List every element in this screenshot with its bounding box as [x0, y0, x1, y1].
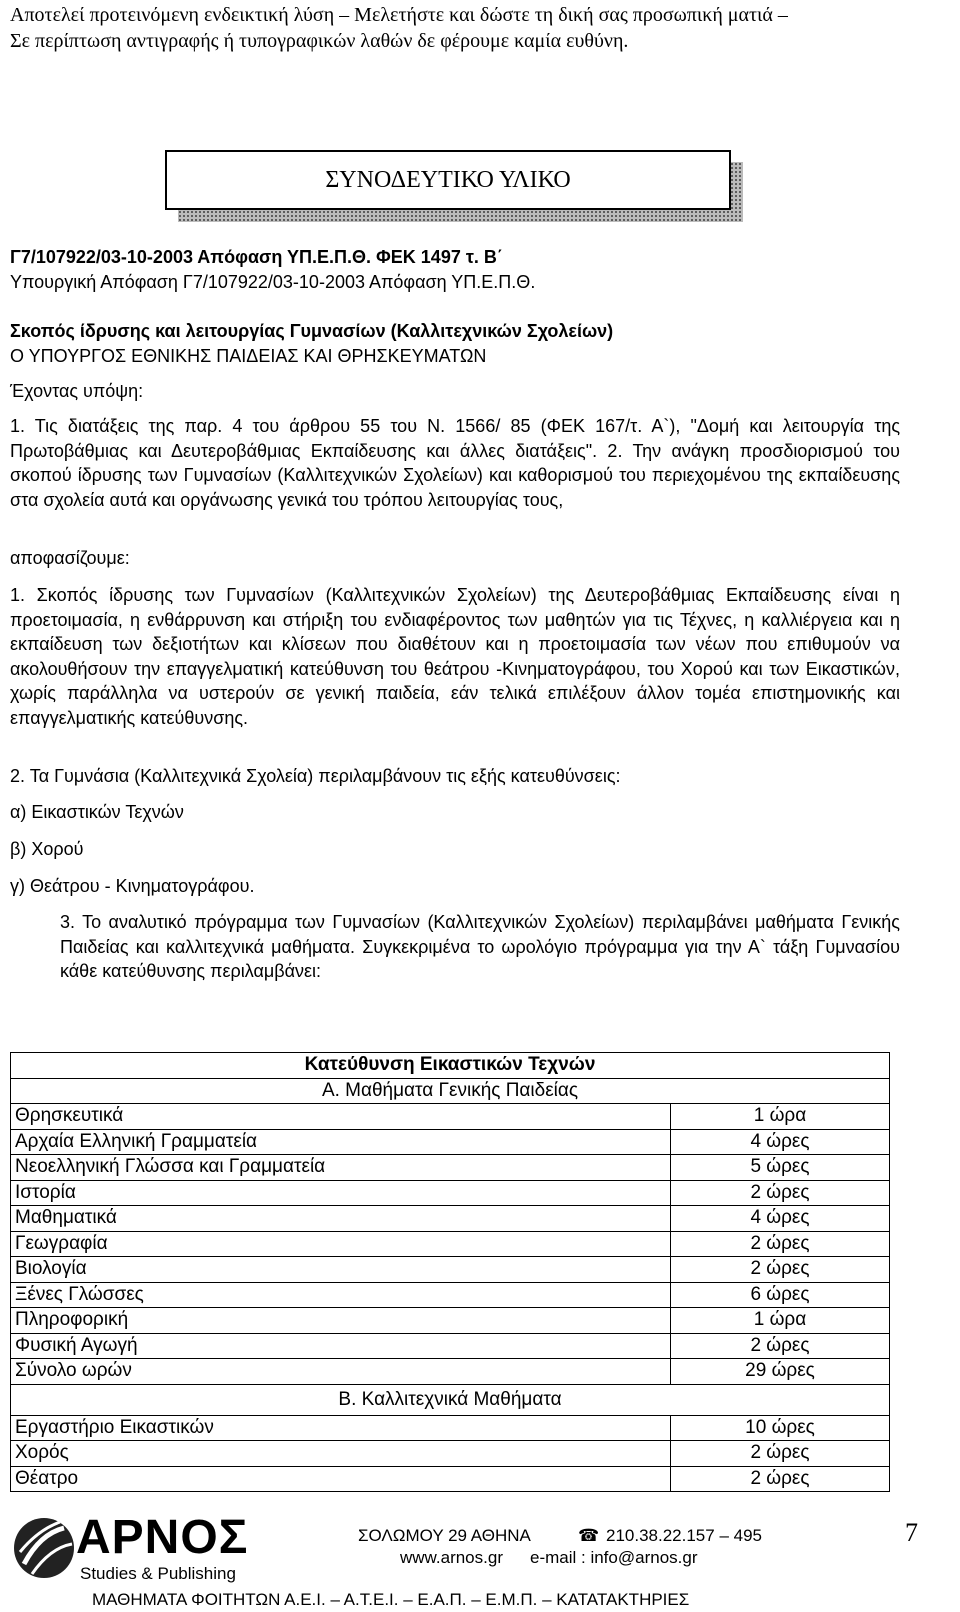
email[interactable]: e-mail : info@arnos.gr [530, 1548, 698, 1567]
hours-cell: 1 ώρα [671, 1308, 890, 1334]
table-row [11, 1206, 890, 1232]
disclaimer-line-2: Σε περίπτωση αντιγραφής ή τυπογραφικών λαθών δε φέρουμε καμία ευθύνη. [10, 30, 629, 52]
title-box [165, 150, 731, 210]
hours-cell: 6 ώρες [671, 1282, 890, 1308]
direction-item: α) Εικαστικών Τεχνών [10, 802, 184, 822]
table-row [11, 1257, 890, 1283]
table-row [11, 1333, 890, 1359]
hours-cell: 2 ώρες [671, 1333, 890, 1359]
subject-cell: Ξένες Γλώσσες [11, 1282, 671, 1308]
section-b-heading: Β. Καλλιτεχνικά Μαθήματα [11, 1384, 890, 1415]
subject-cell: Θρησκευτικά [11, 1104, 671, 1130]
section-a-row [11, 1078, 890, 1104]
subject-cell: Αρχαία Ελληνική Γραμματεία [11, 1129, 671, 1155]
table-row [11, 1441, 890, 1467]
logo-subtitle: Studies & Publishing [80, 1564, 236, 1583]
table-row [11, 1231, 890, 1257]
subject-cell: Θέατρο [11, 1466, 671, 1492]
footer-tagline: ΜΑΘΗΜΑΤΑ ΦΟΙΤΗΤΩΝ Α.Ε.Ι. – Α.Τ.Ε.Ι. – Ε.Α.Π. – Ε.Μ.Π. – ΚΑΤΑΤΑΚΤΗΡΙΕΣ [92, 1590, 690, 1609]
section-a-heading: Α. Μαθήματα Γενικής Παιδείας [11, 1078, 890, 1104]
table-row [11, 1180, 890, 1206]
hours-cell: 29 ώρες [671, 1359, 890, 1385]
subject-cell: Γεωγραφία [11, 1231, 671, 1257]
hours-cell: 1 ώρα [671, 1104, 890, 1130]
subject-cell: Νεοελληνική Γλώσσα και Γραμματεία [11, 1155, 671, 1181]
direction-item: β) Χορού [10, 839, 84, 859]
article-1: 1. Σκοπός ίδρυσης των Γυμνασίων (Καλλιτεχνικών Σχολείων) της Δευτεροβάθμιας Εκπαίδευσης είναι η προετοιμασία, η ενθάρρυνση και στήριξη του ενδιαφέροντος των μαθητών για τις Τέχνες, η καλλιέργεια και η εκπαίδευση των δεξιοτήτων και κλίσεων που διαθέτουν και η προετοιμασία των νέων που επιθυμούν να ακολουθήσουν την επαγγελματική κατεύθυνση του θεάτρου -Κινηματογράφου, του Χορού και των Εικαστικών, χωρίς παράλληλα να υστερούν σε γενική παιδεία, εάν τελικά επιλέξουν άλλον τομέα επιστημονικής και επαγγελματικής κατεύθυνσης. [10, 585, 900, 728]
hours-cell: 4 ώρες [671, 1206, 890, 1232]
subject-cell: Χορός [11, 1441, 671, 1467]
table-title-row [11, 1053, 890, 1079]
subject-cell: Βιολογία [11, 1257, 671, 1283]
article-3: 3. Το αναλυτικό πρόγραμμα των Γυμνασίων (Καλλιτεχνικών Σχολείων) περιλαμβάνει μαθήματα Γενικής Παιδείας και καλλιτεχνικά μαθήματα. Συγκεκριμένα το ωρολόγιο πρόγραμμα για την Α` τάξη Γυμνασίου κάθε κατεύθυνσης περιλαμβάνει: [60, 912, 900, 981]
considering-label: Έχοντας υπόψη: [10, 381, 144, 401]
hours-cell: 2 ώρες [671, 1441, 890, 1467]
title-text: ΣΥΝΟΔΕΥΤΙΚΟ ΥΛΙΚΟ [325, 166, 571, 193]
subject-cell: Φυσική Αγωγή [11, 1333, 671, 1359]
address: ΣΟΛΩΜΟΥ 29 ΑΘΗΝΑ [358, 1526, 531, 1545]
considering-text: 1. Τις διατάξεις της παρ. 4 του άρθρου 55 του Ν. 1566/ 85 (ΦΕΚ 167/τ. Α`), "Δομή και λειτουργία της Πρωτοβάθμιας και Δευτεροβάθμιας Εκπαίδευσης και άλλες διατάξεις". 2. Την ανάγκη προσδιορισμού του σκοπού ίδρυσης των Γυμνασίων (Καλλιτεχνικών Σχολείων) και καθορισμού του περιεχομένου της εκπαίδευσης στα σχολεία αυτά και οργάνωσης γενικά του τρόπου λειτουργίας τους, [10, 416, 900, 510]
minister-heading: Ο ΥΠΟΥΡΓΟΣ ΕΘΝΙΚΗΣ ΠΑΙΔΕΙΑΣ ΚΑΙ ΘΡΗΣΚΕΥΜΑΤΩΝ [10, 346, 487, 366]
hours-cell: 2 ώρες [671, 1466, 890, 1492]
subject-cell: Πληροφορική [11, 1308, 671, 1334]
page-number: 7 [905, 1518, 918, 1547]
article-2: 2. Τα Γυμνάσια (Καλλιτεχνικά Σχολεία) περιλαμβάνουν τις εξής κατευθύνσεις: [10, 766, 621, 786]
disclaimer-line-1: Αποτελεί προτεινόμενη ενδεικτική λύση – Μελετήστε και δώστε τη δική σας προσωπική ματιά – [10, 4, 788, 26]
subject-cell: Ιστορία [11, 1180, 671, 1206]
table-row [11, 1104, 890, 1130]
total-row [11, 1359, 890, 1385]
table-row [11, 1129, 890, 1155]
table-row [11, 1415, 890, 1441]
subject-cell: Σύνολο ωρών [11, 1359, 671, 1385]
timetable [10, 1052, 890, 1492]
subject-cell: Μαθηματικά [11, 1206, 671, 1232]
decision-subject: Σκοπός ίδρυσης και λειτουργίας Γυμνασίων (Καλλιτεχνικών Σχολείων) [10, 321, 614, 341]
phone-icon: ☎ [578, 1526, 600, 1545]
hours-cell: 2 ώρες [671, 1231, 890, 1257]
logo-word: ΑΡΝΟΣ [76, 1511, 249, 1564]
table-title: Κατεύθυνση Εικαστικών Τεχνών [11, 1053, 890, 1079]
subject-cell: Εργαστήριο Εικαστικών [11, 1415, 671, 1441]
arnos-logo [10, 1511, 250, 1588]
hours-cell: 10 ώρες [671, 1415, 890, 1441]
section-b-row [11, 1384, 890, 1415]
phone-number: 210.38.22.157 – 495 [606, 1526, 762, 1545]
hours-cell: 4 ώρες [671, 1129, 890, 1155]
table-row [11, 1282, 890, 1308]
table-row [11, 1466, 890, 1492]
hours-cell: 5 ώρες [671, 1155, 890, 1181]
website[interactable]: www.arnos.gr [400, 1548, 503, 1567]
hours-cell: 2 ώρες [671, 1180, 890, 1206]
direction-item: γ) Θεάτρου - Κινηματογράφου. [10, 876, 255, 896]
table-row [11, 1155, 890, 1181]
decision-reference-bold: Γ7/107922/03-10-2003 Απόφαση ΥΠ.Ε.Π.Θ. ΦΕΚ 1497 τ. Β΄ [10, 247, 503, 267]
hours-cell: 2 ώρες [671, 1257, 890, 1283]
decision-reference: Υπουργική Απόφαση Γ7/107922/03-10-2003 Απόφαση ΥΠ.Ε.Π.Θ. [10, 272, 536, 292]
we-decide-label: αποφασίζουμε: [10, 548, 130, 568]
table-row [11, 1308, 890, 1334]
